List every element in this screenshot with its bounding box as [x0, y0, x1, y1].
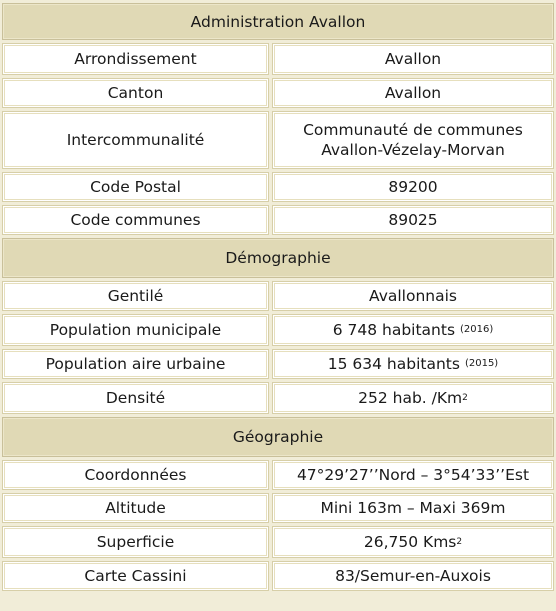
row-value-population-aire-urbaine [272, 349, 554, 379]
intercommunalite-line-1: Communauté de communes [303, 121, 523, 139]
table-row [2, 281, 554, 311]
row-value-code-postal: 89200 [272, 172, 554, 202]
densite-value: 252 hab. /Km [358, 389, 463, 407]
intercommunalite-line-2: Avallon-Vézelay-Morvan [321, 141, 505, 159]
row-label-intercommunalite: Intercommunalité [2, 111, 269, 169]
table-row [2, 526, 554, 558]
row-value-population-municipale [272, 314, 554, 346]
row-value-coordonnees: 47°29’27’’Nord – 3°54’33’’Est [272, 460, 554, 490]
table-row [2, 43, 554, 75]
table-row [2, 111, 554, 169]
table-row [2, 314, 554, 346]
table-row [2, 493, 554, 523]
superficie-value: 26,750 Kms [363, 533, 457, 551]
table-row [2, 382, 554, 414]
row-label-coordonnees: Coordonnées [2, 460, 269, 490]
table-row [2, 205, 554, 235]
row-label-code-communes: Code communes [2, 205, 269, 235]
table-row [2, 561, 554, 591]
population-aire-urbaine-value: 15 634 habitants [327, 355, 460, 373]
row-label-densite: Densité [2, 382, 269, 414]
row-label-population-aire-urbaine: Population aire urbaine [2, 349, 269, 379]
row-label-carte-cassini: Carte Cassini [2, 561, 269, 591]
row-value-altitude: Mini 163m – Maxi 369m [272, 493, 554, 523]
row-label-canton: Canton [2, 78, 269, 108]
row-label-gentile: Gentilé [2, 281, 269, 311]
row-value-arrondissement: Avallon [272, 43, 554, 75]
row-value-superficie: 26,750 Kms 2 [272, 526, 554, 558]
table-row [2, 78, 554, 108]
population-municipale-value: 6 748 habitants [332, 321, 456, 339]
row-value-canton: Avallon [272, 78, 554, 108]
row-value-gentile: Avallonnais [272, 281, 554, 311]
population-aire-urbaine-year: (2015) [464, 358, 499, 369]
population-municipale-year: (2016) [460, 324, 494, 335]
row-label-altitude: Altitude [2, 493, 269, 523]
row-label-superficie: Superficie [2, 526, 269, 558]
row-label-code-postal: Code Postal [2, 172, 269, 202]
section-header-administration: Administration Avallon [2, 3, 554, 40]
table-row [2, 172, 554, 202]
table-row [2, 349, 554, 379]
row-value-carte-cassini: 83/Semur-en-Auxois [272, 561, 554, 591]
row-label-arrondissement: Arrondissement [2, 43, 269, 75]
row-label-population-municipale: Population municipale [2, 314, 269, 346]
row-value-code-communes: 89025 [272, 205, 554, 235]
section-header-demographie: Démographie [2, 238, 554, 278]
row-value-densite: 252 hab. /Km 2 [272, 382, 554, 414]
table-row [2, 460, 554, 490]
section-header-geographie: Géographie [2, 417, 554, 457]
row-value-intercommunalite [272, 111, 554, 169]
